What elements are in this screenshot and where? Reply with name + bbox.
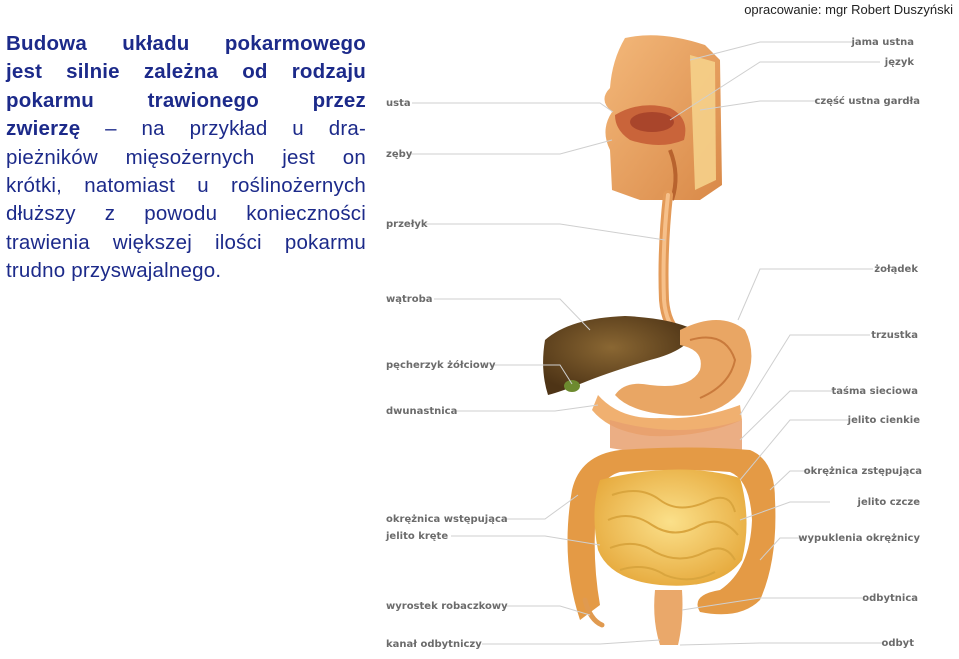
label-odbyt: odbyt: [881, 638, 914, 649]
label-czesc-ustna: część ustna gardła: [814, 96, 920, 107]
intro-line: jest silnie zależna od rodzaju: [6, 60, 366, 84]
label-zeby: zęby: [386, 149, 413, 160]
label-kanal: kanał odbytniczy: [386, 639, 482, 650]
small-intestine: [594, 469, 746, 585]
label-odbytnica: odbytnica: [862, 593, 918, 604]
intro-line: pieżników mięsożernych jest on: [6, 145, 366, 169]
labels-right: [798, 37, 922, 649]
author-credit: opracowanie: mgr Robert Duszyński: [744, 2, 953, 17]
intro-line: pokarmu trawionego przez: [6, 88, 366, 112]
rectum: [654, 590, 682, 645]
label-usta: usta: [386, 98, 411, 109]
label-jelito-cienkie: jelito cienkie: [847, 415, 920, 426]
intro-line: dłuższy z powodu konieczności: [6, 202, 366, 226]
label-trzustka: trzustka: [871, 330, 918, 341]
label-jezyk: język: [884, 57, 914, 68]
intro-line: trudno przyswajalnego.: [6, 259, 222, 283]
label-dwunastnica: dwunastnica: [386, 406, 458, 417]
label-tasma: taśma sieciowa: [831, 386, 918, 397]
label-okreznica-wstepujaca: okrężnica wstępująca: [386, 514, 508, 525]
intro-line: Budowa układu pokarmowego: [6, 32, 366, 55]
label-zoladek: żołądek: [874, 264, 918, 275]
label-watroba: wątroba: [386, 294, 433, 305]
label-wyrostek: wyrostek robaczkowy: [386, 601, 508, 612]
labels-left: [385, 98, 508, 650]
label-wypuklenia: wypuklenia okrężnicy: [798, 533, 920, 544]
label-okreznica-zstepujaca: okrężnica zstępująca: [803, 466, 922, 477]
intro-line: krótki, natomiast u roślinożernych: [6, 174, 366, 198]
label-pecherzyk: pęcherzyk żółciowy: [386, 360, 496, 371]
intro-line: zwierzę – na przykład u dra-: [6, 117, 366, 141]
head-section: [604, 35, 722, 200]
label-jelito-czcze: jelito czcze: [857, 497, 920, 508]
label-przelyk: przełyk: [386, 219, 428, 230]
label-jama-ustna: jama ustna: [851, 37, 914, 48]
gallbladder: [564, 380, 580, 392]
label-jelito-krete: jelito kręte: [386, 531, 449, 542]
intro-line: trawienia większej ilości pokarmu: [6, 230, 366, 254]
